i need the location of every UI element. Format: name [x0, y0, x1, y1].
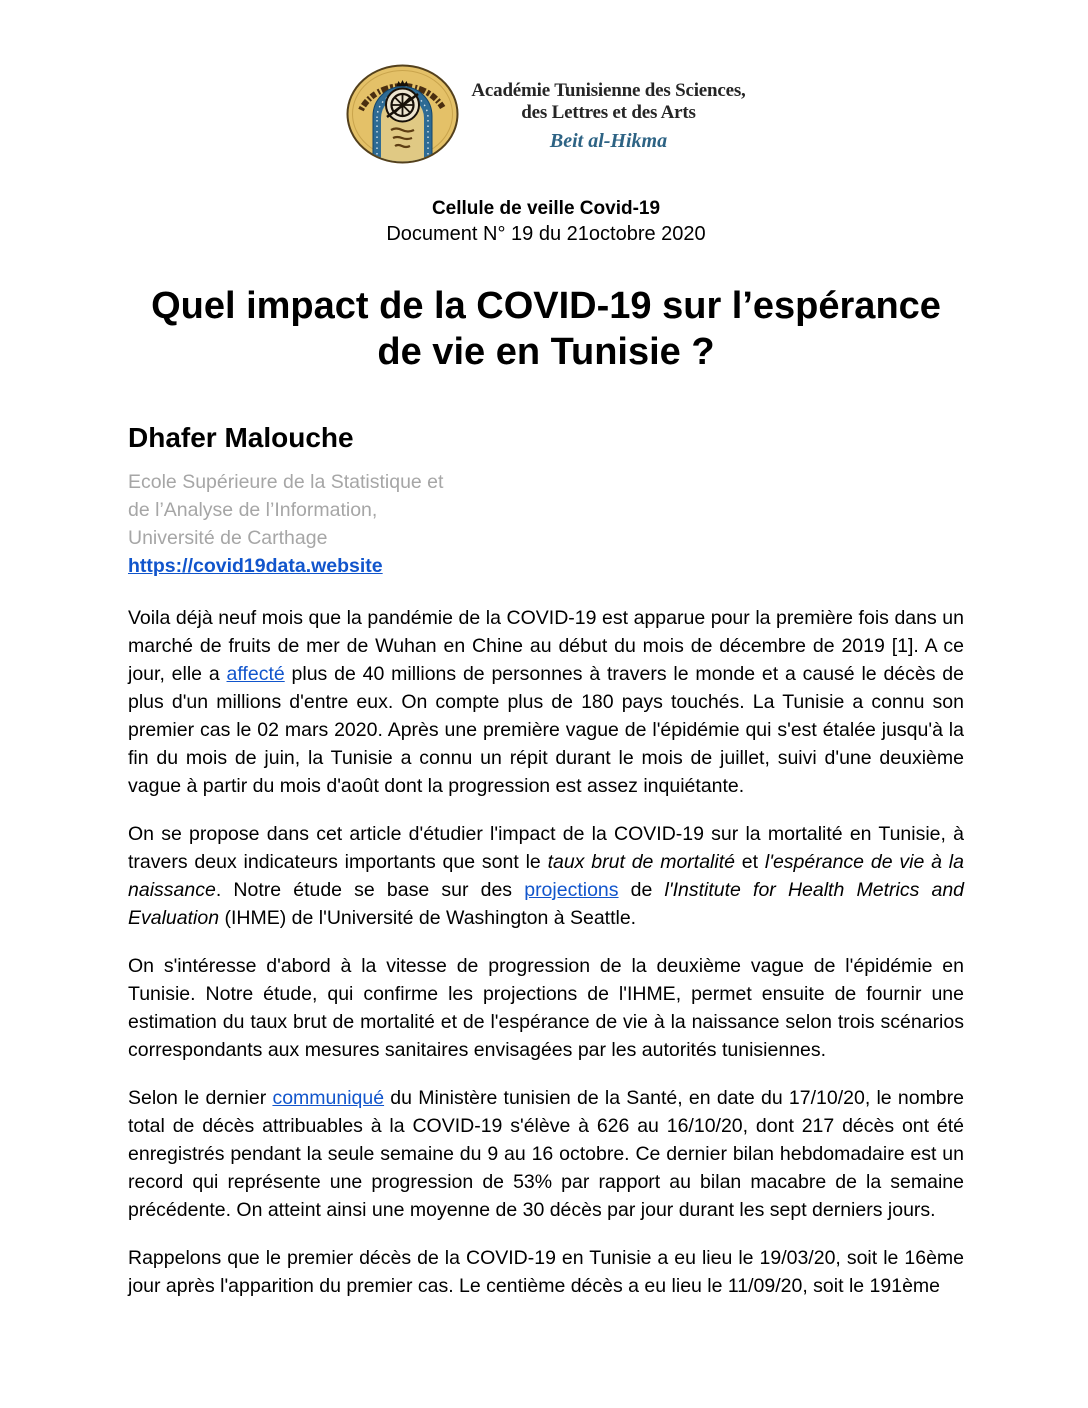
org-header	[128, 64, 964, 168]
text-run: . Notre étude se base sur des	[215, 879, 525, 901]
affiliation-line: Université de Carthage	[128, 527, 328, 549]
author-block	[128, 421, 964, 580]
text-run: de	[618, 879, 665, 901]
author-affiliation	[128, 468, 964, 580]
affiliation-line: Ecole Supérieure de la Statistique et	[128, 471, 444, 493]
italic-text: taux brut de mortalité	[547, 851, 735, 873]
text-run: Voila déjà neuf mois que la pandémie de la COVID-19 est apparue pour la première fois dans un marché de fruits de mer de Wuhan en Chine au début du mois de décembre de 2019 [1]. A ce jour, elle a	[128, 607, 964, 685]
italic-text: l'espérance de vie à la naissance	[128, 851, 964, 901]
text-run: On se propose dans cet article d'étudier l'impact de la COVID-19 sur la mortalité en Tunisie, à travers deux indicateurs importants que sont le	[128, 823, 964, 873]
paragraph	[128, 820, 964, 932]
org-name-line2: des Lettres et des Arts	[521, 101, 696, 123]
text-run: On s'intéresse d'abord à la vitesse de progression de la deuxième vague de l'épidémie en Tunisie. Notre étude, qui confirme les projections de l'IHME, permet ensuite de fournir une estimation du taux brut de mortalité et de l'espérance de vie à la naissance selon trois scénarios correspondants aux mesures sanitaires envisagées par les autorités tunisiennes.	[128, 955, 964, 1061]
paragraph	[128, 952, 964, 1064]
paragraph	[128, 1084, 964, 1224]
text-run: du Ministère tunisien de la Santé, en date du 17/10/20, le nombre total de décès attribuables à la COVID-19 s'élève à 626 au 16/10/20, dont 217 décès ont été enregistrés pendant la seule semaine du 9 au 16 octobre. Ce dernier bilan hebdomadaire est un record qui représente une progression de 53% par rapport au bilan macabre de la semaine précédente. On atteint ainsi une moyenne de 30 décès par jour durant les sept derniers jours.	[128, 1087, 964, 1221]
article-body	[128, 604, 964, 1300]
inline-link[interactable]: affecté	[226, 663, 285, 685]
inline-link[interactable]: projections	[524, 879, 619, 901]
inline-link[interactable]: communiqué	[272, 1087, 385, 1109]
org-subtitle: Beit al-Hikma	[549, 129, 668, 152]
text-run: Rappelons que le premier décès de la COVID-19 en Tunisie a eu lieu le 19/03/20, soit le 16ème jour après l'apparition du premier cas. Le centième décès a eu lieu le 11/09/20, soit le 191ème	[128, 1247, 964, 1297]
author-name: Dhafer Malouche	[128, 422, 354, 453]
doc-meta-number: Document N° 19 du 21octobre 2020	[386, 223, 706, 245]
affiliation-line: de l’Analyse de l’Information,	[128, 499, 378, 521]
academy-logo-wrap	[346, 64, 459, 169]
doc-meta-series: Cellule de veille Covid-19	[431, 198, 661, 219]
org-name-line1: Académie Tunisienne des Sciences,	[471, 79, 746, 101]
doc-meta	[128, 196, 964, 247]
paragraph	[128, 1244, 964, 1300]
author-website-link[interactable]: https://covid19data.website	[128, 555, 383, 577]
paragraph	[128, 604, 964, 800]
page-title: Quel impact de la COVID-19 sur l’espérance de vie en Tunisie ?	[151, 285, 941, 373]
text-run: (IHME) de l'Université de Washington à Seattle.	[219, 907, 637, 929]
academy-seal-logo	[346, 64, 459, 164]
text-run: et	[734, 851, 765, 873]
italic-text: l'Institute for Health Metrics and Evaluation	[128, 879, 965, 929]
org-text	[471, 80, 745, 153]
text-run: Selon le dernier	[128, 1087, 273, 1109]
text-run: plus de 40 millions de personnes à travers le monde et a causé le décès de plus d'un millions d'entre eux. On compte plus de 180 pays touchés. La Tunisie a connu son premier cas le 02 mars 2020. Après une première vague de l'épidémie qui s'est étalée jusqu'à la fin du mois de juin, la Tunisie a connu un répit durant le mois de juillet, suivi d'une deuxième vague à partir du mois d'août dont la progression est assez inquiétante.	[128, 663, 964, 797]
